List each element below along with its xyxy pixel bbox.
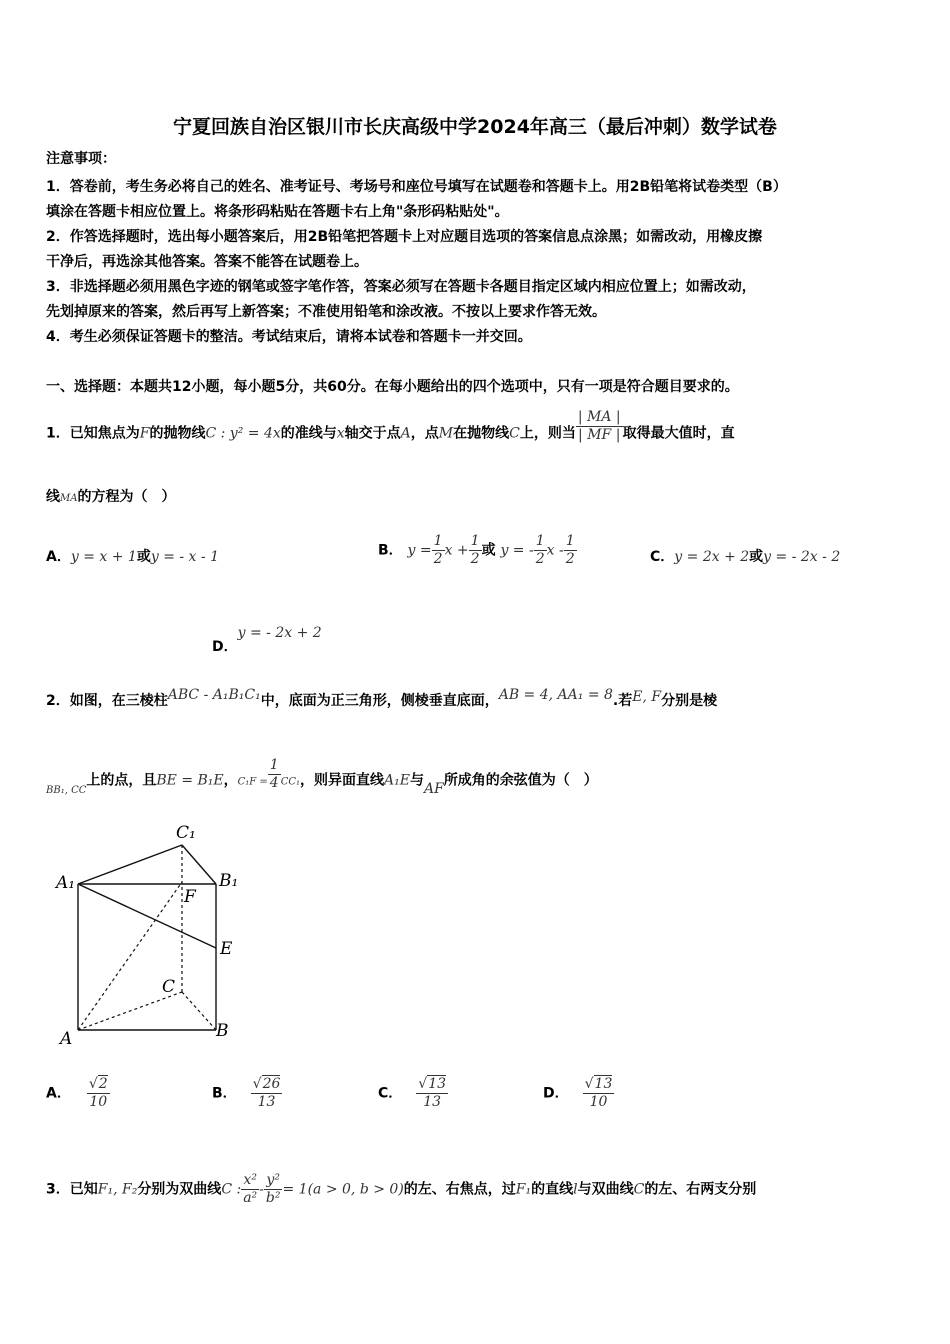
q1-option-d[interactable]: D．y = - 2x + 2 <box>212 625 322 655</box>
notice-heading: 注意事项： <box>46 151 116 167</box>
question-2-line-2: $_{BB_1, CC}$上的点，且BE = B₁E，C₁F = $\frac{1}{4}$ CC₁，则异面直线A₁E与AF所成角的余弦值为（ ） <box>46 757 598 797</box>
edge-a1c1 <box>78 845 182 884</box>
edge-c1b1 <box>182 845 216 884</box>
label-b1: B₁ <box>219 871 239 891</box>
label-b: B <box>216 1021 229 1041</box>
question-1-line-1: 1．已知焦点为F的抛物线C : y² = 4x的准线与x轴交于点A，点M在抛物线C上，则当 $\frac{| MA |}{| MF |}$ 取得最大值时，直 <box>46 409 735 443</box>
ratio-fraction: $\frac{| MA |}{| MF |}$ <box>577 409 621 443</box>
segment-af <box>78 882 182 1030</box>
question-2-line-1: 2．如图，在三棱柱ABC - A₁B₁C₁中，底面为正三角形，侧棱垂直底面，AB = 4, AA₁ = 8.若E, F分别是棱 <box>46 687 718 709</box>
label-c: C <box>162 977 176 997</box>
exam-title: 宁夏回族自治区银川市长庆高级中学2024年高三（最后冲刺）数学试卷 <box>173 116 777 138</box>
label-a: A <box>60 1029 73 1049</box>
label-c1: C₁ <box>176 823 196 843</box>
question-1-line-2: 线MA的方程为（ ） <box>46 489 176 505</box>
label-e: E <box>220 939 233 959</box>
prism-figure <box>50 820 250 1052</box>
notice-line-5: 3．非选择题必须用黑色字迹的钢笔或签字笔作答，答案必须写在答题卡各题目指定区域内相应位置上；如需改动， <box>46 279 756 295</box>
q2-option-b[interactable]: B． $\frac{√26}{13}$ <box>212 1076 281 1110</box>
notice-line-4: 干净后，再选涂其他答案。答案不能答在试题卷上。 <box>46 254 368 270</box>
edge-cb <box>182 992 216 1030</box>
label-f: F <box>184 887 196 907</box>
notice-line-7: 4．考生必须保证答题卡的整洁。考试结束后，请将本试卷和答题卡一并交回。 <box>46 329 532 345</box>
edge-ac <box>78 992 182 1030</box>
label-a1: A₁ <box>56 873 76 893</box>
q1-option-a[interactable]: A．y = x + 1或y = - x - 1 <box>46 549 219 565</box>
q1-option-b[interactable]: B． y = $\frac{1}{2}$ x + $\frac{1}{2}$ 或 y = - $\frac{1}{2}$ x - $\frac{1}{2}$ <box>378 533 575 567</box>
section-header: 一、选择题：本题共12小题，每小题5分，共60分。在每小题给出的四个选项中，只有一项是符合题目要求的。 <box>46 379 739 395</box>
notice-line-1: 1．答卷前，考生务必将自己的姓名、准考证号、考场号和座位号填写在试题卷和答题卡上。用2B铅笔将试卷类型（B） <box>46 179 787 195</box>
q1-option-c[interactable]: C．y = 2x + 2或y = - 2x - 2 <box>650 549 841 565</box>
notice-line-2: 填涂在答题卡相应位置上。将条形码粘贴在答题卡右上角"条形码粘贴处"。 <box>46 204 509 220</box>
q2-option-c[interactable]: C． $\frac{√13}{13}$ <box>378 1076 447 1110</box>
notice-line-3: 2．作答选择题时，选出每小题答案后，用2B铅笔把答题卡上对应题目选项的答案信息点涂黑；如需改动，用橡皮擦 <box>46 229 763 245</box>
q2-option-d[interactable]: D． $\frac{√13}{10}$ <box>543 1076 613 1110</box>
q2-option-a[interactable]: A． $\frac{√2}{10}$ <box>46 1076 108 1110</box>
question-3-line-1: 3．已知F₁, F₂分别为双曲线C : $\frac{\text{x²}}{\text{a²}}$ - $\frac{\text{y²}}{\text{b²}}$ = 1(a > 0, b > 0)的左、右焦点，过F₁的直线l与双曲线C的左、右两支分别 <box>46 1172 757 1206</box>
notice-line-6: 先划掉原来的答案，然后再写上新答案；不准使用铅笔和涂改液。不按以上要求作答无效。 <box>46 304 606 320</box>
